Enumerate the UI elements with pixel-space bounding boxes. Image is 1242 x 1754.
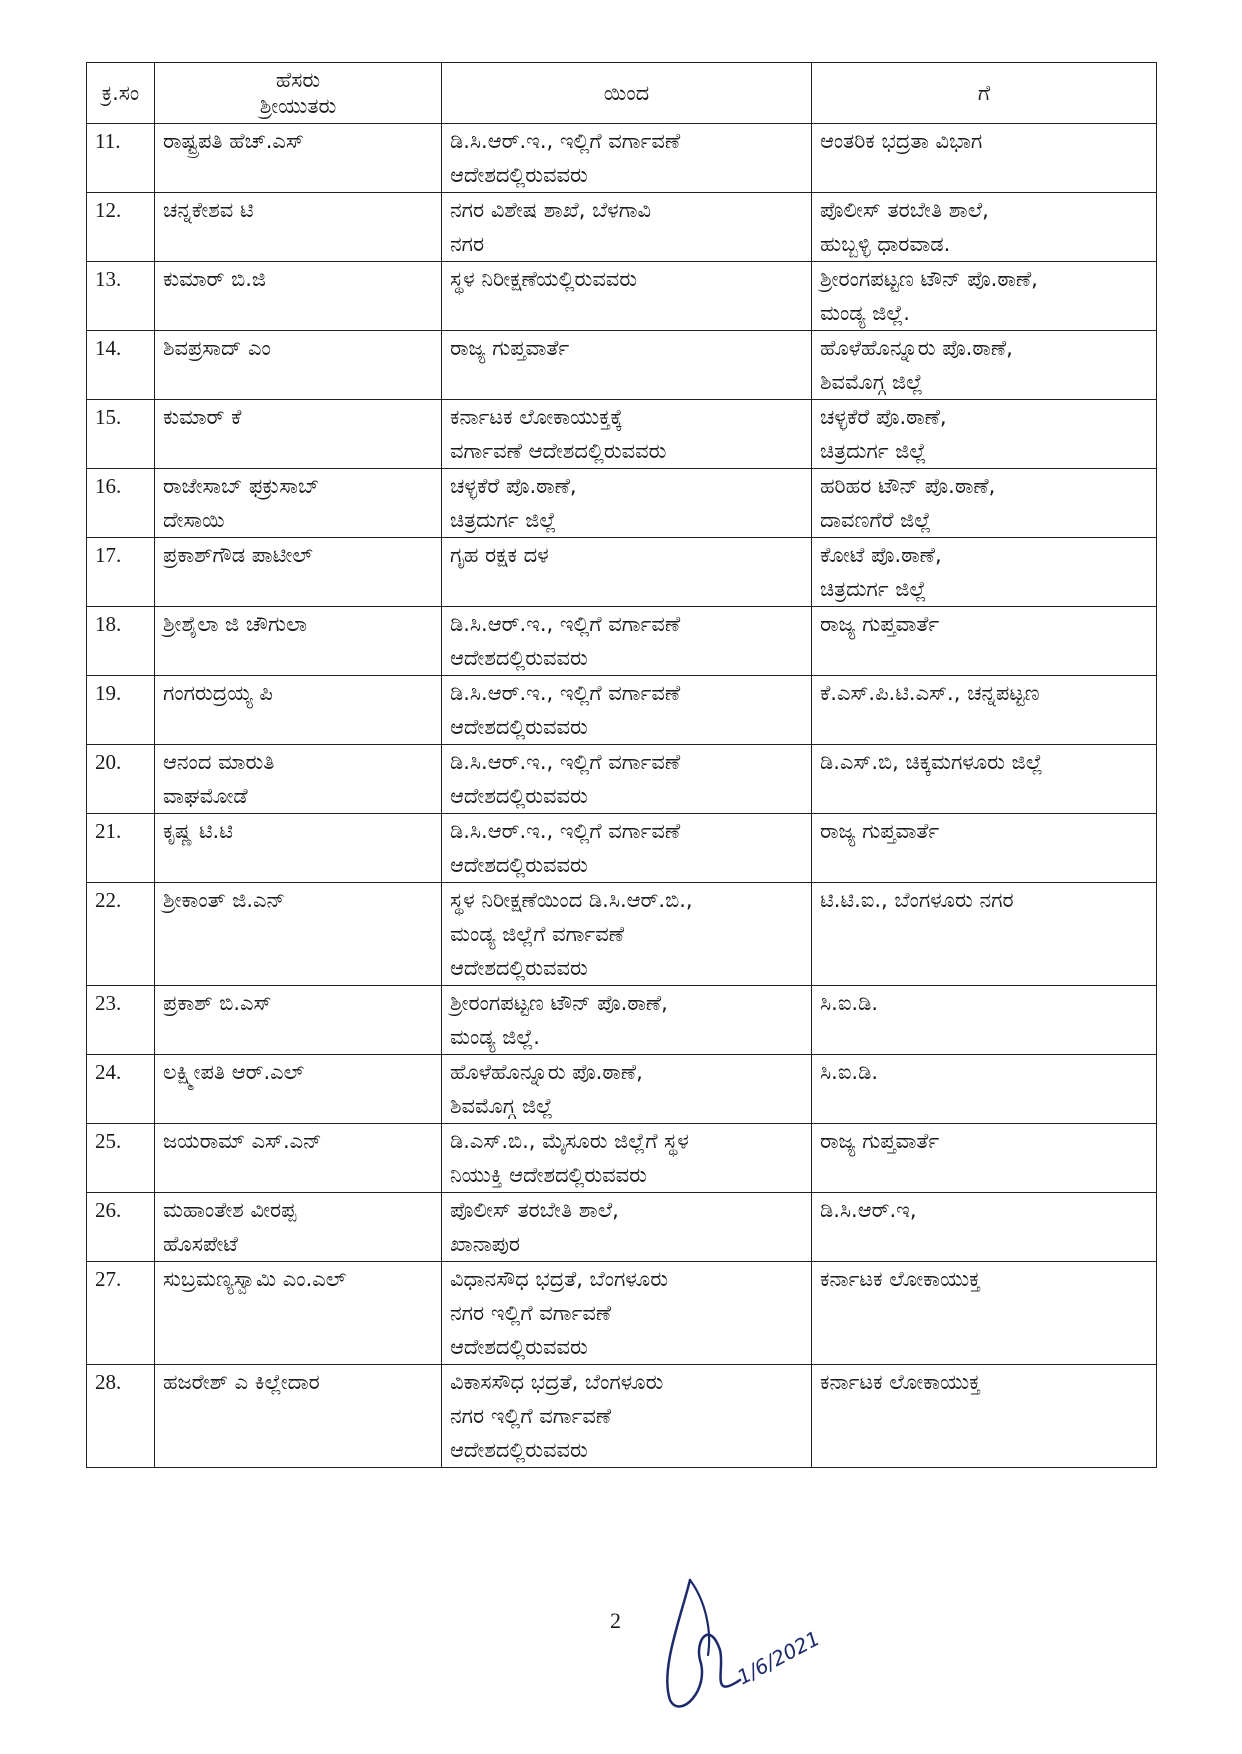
to-cell-line: ಚಳ್ಳಕೆರೆ ಪೊ.ಠಾಣೆ,	[820, 405, 947, 429]
table-row	[87, 883, 1157, 986]
from-cell-line: ಶ್ರೀರಂಗಪಟ್ಟಣ ಟೌನ್ ಪೊ.ಠಾಣೆ,	[450, 991, 668, 1015]
handwritten-signature	[650, 1560, 830, 1720]
to-cell	[812, 676, 1157, 745]
name-cell	[155, 469, 442, 538]
to-cell	[812, 1365, 1157, 1468]
serial-cell: 16.	[87, 469, 155, 538]
from-cell-line: ವರ್ಗಾವಣೆ ಆದೇಶದಲ್ಲಿರುವವರು	[450, 439, 667, 463]
serial-cell: 12.	[87, 193, 155, 262]
to-cell	[812, 814, 1157, 883]
serial-cell: 11.	[87, 124, 155, 193]
from-cell	[442, 1262, 812, 1365]
from-cell-line: ಆದೇಶದಲ್ಲಿರುವವರು	[450, 646, 588, 670]
from-cell-line: ಸ್ಥಳ ನಿರೀಕ್ಷಣೆಯಿಂದ ಡಿ.ಸಿ.ಆರ್.ಬಿ.,	[450, 888, 693, 912]
to-cell	[812, 124, 1157, 193]
to-cell-line: ಡಿ.ಸಿ.ಆರ್.ಇ,	[820, 1198, 917, 1222]
header-name-line1: ಹೆಸರು	[275, 68, 321, 92]
from-cell-line: ರಾಜ್ಯ ಗುಪ್ತವಾರ್ತೆ	[450, 336, 570, 360]
table-row	[87, 676, 1157, 745]
header-serial: ಕ್ರ.ಸಂ	[87, 63, 155, 124]
from-cell-line: ಆದೇಶದಲ್ಲಿರುವವರು	[450, 163, 588, 187]
name-cell	[155, 1262, 442, 1365]
table-row	[87, 1055, 1157, 1124]
table-row	[87, 193, 1157, 262]
to-cell-line: ಕೆ.ಎಸ್.ಪಿ.ಟಿ.ಎಸ್., ಚನ್ನಪಟ್ಟಣ	[820, 681, 1040, 705]
from-cell-line: ನಗರ ವಿಶೇಷ ಶಾಖೆ, ಬೆಳಗಾವಿ	[450, 198, 652, 222]
name-cell-line: ಪ್ರಕಾಶ್ ಬಿ.ಎಸ್	[163, 991, 272, 1015]
transfer-table	[86, 62, 1157, 1468]
from-cell	[442, 814, 812, 883]
serial-cell: 25.	[87, 1124, 155, 1193]
from-cell-line: ಡಿ.ಸಿ.ಆರ್.ಇ., ಇಲ್ಲಿಗೆ ವರ್ಗಾವಣೆ	[450, 750, 681, 774]
name-cell-line: ದೇಸಾಯಿ	[163, 508, 225, 532]
name-cell-line: ಹಜರೇಶ್ ಎ ಕಿಲ್ಲೇದಾರ	[163, 1370, 320, 1394]
from-cell-line: ಆದೇಶದಲ್ಲಿರುವವರು	[450, 715, 588, 739]
to-cell	[812, 883, 1157, 986]
serial-cell: 13.	[87, 262, 155, 331]
serial-cell: 17.	[87, 538, 155, 607]
name-cell	[155, 814, 442, 883]
table-row	[87, 986, 1157, 1055]
table-header-row	[87, 63, 1157, 124]
name-cell-line: ಪ್ರಕಾಶ್‌ಗೌಡ ಪಾಟೀಲ್	[163, 543, 313, 567]
to-cell-line: ಹುಬ್ಬಳ್ಳಿ ಧಾರವಾಡ.	[820, 232, 951, 256]
to-cell-line: ಡಿ.ಎಸ್.ಬಿ, ಚಿಕ್ಕಮಗಳೂರು ಜಿಲ್ಲೆ	[820, 750, 1043, 774]
table-row	[87, 1365, 1157, 1468]
from-cell-line: ಕರ್ನಾಟಕ ಲೋಕಾಯುಕ್ತಕ್ಕೆ	[450, 405, 623, 429]
name-cell-line: ಶಿವಪ್ರಸಾದ್ ಎಂ	[163, 336, 271, 360]
name-cell	[155, 1055, 442, 1124]
to-cell	[812, 1055, 1157, 1124]
name-cell-line: ಕುಮಾರ್ ಕೆ	[163, 405, 242, 429]
to-cell-line: ಚಿತ್ರದುರ್ಗ ಜಿಲ್ಲೆ	[820, 439, 927, 463]
serial-cell: 23.	[87, 986, 155, 1055]
table-row	[87, 469, 1157, 538]
from-cell-line: ಹೊಳೆಹೊನ್ನೂರು ಪೊ.ಠಾಣೆ,	[450, 1060, 643, 1084]
from-cell-line: ಖಾನಾಪುರ	[450, 1232, 520, 1256]
page-number: 2	[610, 1608, 621, 1633]
table-row	[87, 124, 1157, 193]
from-cell	[442, 883, 812, 986]
to-cell	[812, 607, 1157, 676]
header-from: ಯಿಂದ	[442, 63, 812, 124]
table-row	[87, 1124, 1157, 1193]
serial-cell: 28.	[87, 1365, 155, 1468]
serial-cell: 21.	[87, 814, 155, 883]
from-cell-line: ಆದೇಶದಲ್ಲಿರುವವರು	[450, 956, 588, 980]
name-cell	[155, 676, 442, 745]
from-cell	[442, 124, 812, 193]
name-cell	[155, 1365, 442, 1468]
from-cell	[442, 193, 812, 262]
header-to: ಗೆ	[812, 63, 1157, 124]
to-cell-line: ಹೊಳೆಹೊನ್ನೂರು ಪೊ.ಠಾಣೆ,	[820, 336, 1013, 360]
from-cell	[442, 262, 812, 331]
to-cell-line: ಸಿ.ಐ.ಡಿ.	[820, 991, 878, 1015]
name-cell	[155, 331, 442, 400]
name-cell	[155, 193, 442, 262]
to-cell	[812, 469, 1157, 538]
from-cell	[442, 676, 812, 745]
from-cell	[442, 331, 812, 400]
name-cell-line: ವಾಘಮೋಡೆ	[163, 784, 248, 808]
from-cell	[442, 1124, 812, 1193]
to-cell	[812, 1262, 1157, 1365]
from-cell-line: ಚಳ್ಳಕೆರೆ ಪೊ.ಠಾಣೆ,	[450, 474, 577, 498]
from-cell-line: ಚಿತ್ರದುರ್ಗ ಜಿಲ್ಲೆ	[450, 508, 557, 532]
name-cell	[155, 986, 442, 1055]
to-cell-line: ಶ್ರೀರಂಗಪಟ್ಟಣ ಟೌನ್ ಪೊ.ಠಾಣೆ,	[820, 267, 1038, 291]
from-cell-line: ಪೊಲೀಸ್ ತರಬೇತಿ ಶಾಲೆ,	[450, 1198, 619, 1222]
to-cell-line: ಚಿತ್ರದುರ್ಗ ಜಿಲ್ಲೆ	[820, 577, 927, 601]
from-cell	[442, 469, 812, 538]
to-cell-line: ಕರ್ನಾಟಕ ಲೋಕಾಯುಕ್ತ	[820, 1370, 981, 1394]
table-row	[87, 262, 1157, 331]
name-cell-line: ಹೊಸಪೇಟೆ	[163, 1232, 238, 1256]
to-cell-line: ಆಂತರಿಕ ಭದ್ರತಾ ವಿಭಾಗ	[820, 129, 983, 153]
serial-cell: 24.	[87, 1055, 155, 1124]
name-cell-line: ರಾಷ್ಟ್ರಪತಿ ಹೆಚ್.ಎಸ್	[163, 129, 304, 153]
serial-cell: 15.	[87, 400, 155, 469]
name-cell	[155, 1193, 442, 1262]
to-cell	[812, 1124, 1157, 1193]
name-cell-line: ಶ್ರೀಕಾಂತ್ ಜಿ.ಎನ್	[163, 888, 286, 912]
to-cell-line: ಕರ್ನಾಟಕ ಲೋಕಾಯುಕ್ತ	[820, 1267, 981, 1291]
to-cell-line: ದಾವಣಗೆರೆ ಜಿಲ್ಲೆ	[820, 508, 932, 532]
to-cell-line: ಶಿವಮೊಗ್ಗ ಜಿಲ್ಲೆ	[820, 370, 924, 394]
to-cell	[812, 193, 1157, 262]
from-cell-line: ಆದೇಶದಲ್ಲಿರುವವರು	[450, 853, 588, 877]
name-cell	[155, 607, 442, 676]
name-cell-line: ರಾಜೇಸಾಬ್ ಫಕ್ರುಸಾಬ್	[163, 474, 320, 498]
name-cell	[155, 124, 442, 193]
name-cell-line: ಗಂಗರುದ್ರಯ್ಯ ಪಿ	[163, 681, 273, 705]
from-cell-line: ಮಂಡ್ಯ ಜಿಲ್ಲೆ.	[450, 1025, 540, 1049]
from-cell-line: ಮಂಡ್ಯ ಜಿಲ್ಲೆಗೆ ವರ್ಗಾವಣೆ	[450, 922, 625, 946]
to-cell	[812, 1193, 1157, 1262]
table-row	[87, 400, 1157, 469]
from-cell	[442, 1365, 812, 1468]
from-cell-line: ನಗರ ಇಲ್ಲಿಗೆ ವರ್ಗಾವಣೆ	[450, 1301, 612, 1325]
from-cell-line: ನಗರ	[450, 232, 485, 256]
serial-cell: 14.	[87, 331, 155, 400]
from-cell-line: ಡಿ.ಸಿ.ಆರ್.ಇ., ಇಲ್ಲಿಗೆ ವರ್ಗಾವಣೆ	[450, 612, 681, 636]
name-cell-line: ಕುಮಾರ್ ಬಿ.ಜಿ	[163, 267, 266, 291]
from-cell-line: ಡಿ.ಸಿ.ಆರ್.ಇ., ಇಲ್ಲಿಗೆ ವರ್ಗಾವಣೆ	[450, 819, 681, 843]
to-cell	[812, 331, 1157, 400]
from-cell	[442, 1193, 812, 1262]
from-cell-line: ವಿಧಾನಸೌಧ ಭದ್ರತೆ, ಬೆಂಗಳೂರು	[450, 1267, 668, 1291]
from-cell-line: ವಿಕಾಸಸೌಧ ಭದ್ರತೆ, ಬೆಂಗಳೂರು	[450, 1370, 664, 1394]
to-cell-line: ರಾಜ್ಯ ಗುಪ್ತವಾರ್ತೆ	[820, 612, 940, 636]
serial-cell: 19.	[87, 676, 155, 745]
from-cell-line: ಡಿ.ಸಿ.ಆರ್.ಇ., ಇಲ್ಲಿಗೆ ವರ್ಗಾವಣೆ	[450, 129, 681, 153]
name-cell-line: ಮಹಾಂತೇಶ ವೀರಪ್ಪ	[163, 1198, 297, 1222]
table-row	[87, 745, 1157, 814]
to-cell-line: ಪೊಲೀಸ್ ತರಬೇತಿ ಶಾಲೆ,	[820, 198, 989, 222]
table-row	[87, 1262, 1157, 1365]
header-name	[155, 63, 442, 124]
from-cell	[442, 1055, 812, 1124]
to-cell-line: ಮಂಡ್ಯ ಜಿಲ್ಲೆ.	[820, 301, 910, 325]
to-cell-line: ಟಿ.ಟಿ.ಐ., ಬೆಂಗಳೂರು ನಗರ	[820, 888, 1014, 912]
from-cell	[442, 400, 812, 469]
serial-cell: 27.	[87, 1262, 155, 1365]
to-cell-line: ಸಿ.ಐ.ಡಿ.	[820, 1060, 878, 1084]
to-cell	[812, 986, 1157, 1055]
to-cell-line: ರಾಜ್ಯ ಗುಪ್ತವಾರ್ತೆ	[820, 1129, 940, 1153]
name-cell-line: ಜಯರಾಮ್ ಎಸ್.ಎನ್	[163, 1129, 322, 1153]
serial-cell: 22.	[87, 883, 155, 986]
from-cell-line: ಶಿವಮೊಗ್ಗ ಜಿಲ್ಲೆ	[450, 1094, 554, 1118]
table-row	[87, 607, 1157, 676]
from-cell-line: ನಿಯುಕ್ತಿ ಆದೇಶದಲ್ಲಿರುವವರು	[450, 1163, 647, 1187]
to-cell	[812, 262, 1157, 331]
header-name-line2: ಶ್ರೀಯುತರು	[259, 94, 337, 118]
from-cell	[442, 538, 812, 607]
to-cell	[812, 400, 1157, 469]
svg-text:1/6/2021: 1/6/2021	[733, 1626, 824, 1690]
name-cell	[155, 1124, 442, 1193]
table-row	[87, 814, 1157, 883]
name-cell	[155, 400, 442, 469]
name-cell-line: ಸುಬ್ರಮಣ್ಯಸ್ವಾಮಿ ಎಂ.ಎಲ್	[163, 1267, 347, 1291]
name-cell-line: ಶ್ರೀಶೈಲಾ ಜಿ ಚೌಗುಲಾ	[163, 612, 308, 636]
from-cell	[442, 986, 812, 1055]
from-cell-line: ನಗರ ಇಲ್ಲಿಗೆ ವರ್ಗಾವಣೆ	[450, 1404, 612, 1428]
name-cell-line: ಆನಂದ ಮಾರುತಿ	[163, 750, 275, 774]
from-cell-line: ಆದೇಶದಲ್ಲಿರುವವರು	[450, 1335, 588, 1359]
table-row	[87, 538, 1157, 607]
serial-cell: 26.	[87, 1193, 155, 1262]
from-cell-line: ಗೃಹ ರಕ್ಷಕ ದಳ	[450, 543, 549, 567]
name-cell	[155, 883, 442, 986]
from-cell-line: ಡಿ.ಎಸ್.ಬಿ., ಮೈಸೂರು ಜಿಲ್ಲೆಗೆ ಸ್ಥಳ	[450, 1129, 689, 1153]
from-cell-line: ಸ್ಥಳ ನಿರೀಕ್ಷಣೆಯಲ್ಲಿರುವವರು	[450, 267, 638, 291]
name-cell	[155, 262, 442, 331]
from-cell	[442, 745, 812, 814]
name-cell-line: ಕೃಷ್ಣ ಟಿ.ಟಿ	[163, 819, 233, 843]
name-cell	[155, 745, 442, 814]
table-row	[87, 1193, 1157, 1262]
to-cell	[812, 745, 1157, 814]
serial-cell: 18.	[87, 607, 155, 676]
from-cell-line: ಆದೇಶದಲ್ಲಿರುವವರು	[450, 1438, 588, 1462]
name-cell	[155, 538, 442, 607]
name-cell-line: ಲಕ್ಷ್ಮೀಪತಿ ಆರ್.ಎಲ್	[163, 1060, 305, 1084]
to-cell	[812, 538, 1157, 607]
to-cell-line: ರಾಜ್ಯ ಗುಪ್ತವಾರ್ತೆ	[820, 819, 940, 843]
to-cell-line: ಕೋಟೆ ಪೊ.ಠಾಣೆ,	[820, 543, 942, 567]
to-cell-line: ಹರಿಹರ ಟೌನ್ ಪೊ.ಠಾಣೆ,	[820, 474, 996, 498]
from-cell	[442, 607, 812, 676]
serial-cell: 20.	[87, 745, 155, 814]
name-cell-line: ಚನ್ನಕೇಶವ ಟಿ	[163, 198, 254, 222]
from-cell-line: ಡಿ.ಸಿ.ಆರ್.ಇ., ಇಲ್ಲಿಗೆ ವರ್ಗಾವಣೆ	[450, 681, 681, 705]
from-cell-line: ಆದೇಶದಲ್ಲಿರುವವರು	[450, 784, 588, 808]
table-row	[87, 331, 1157, 400]
